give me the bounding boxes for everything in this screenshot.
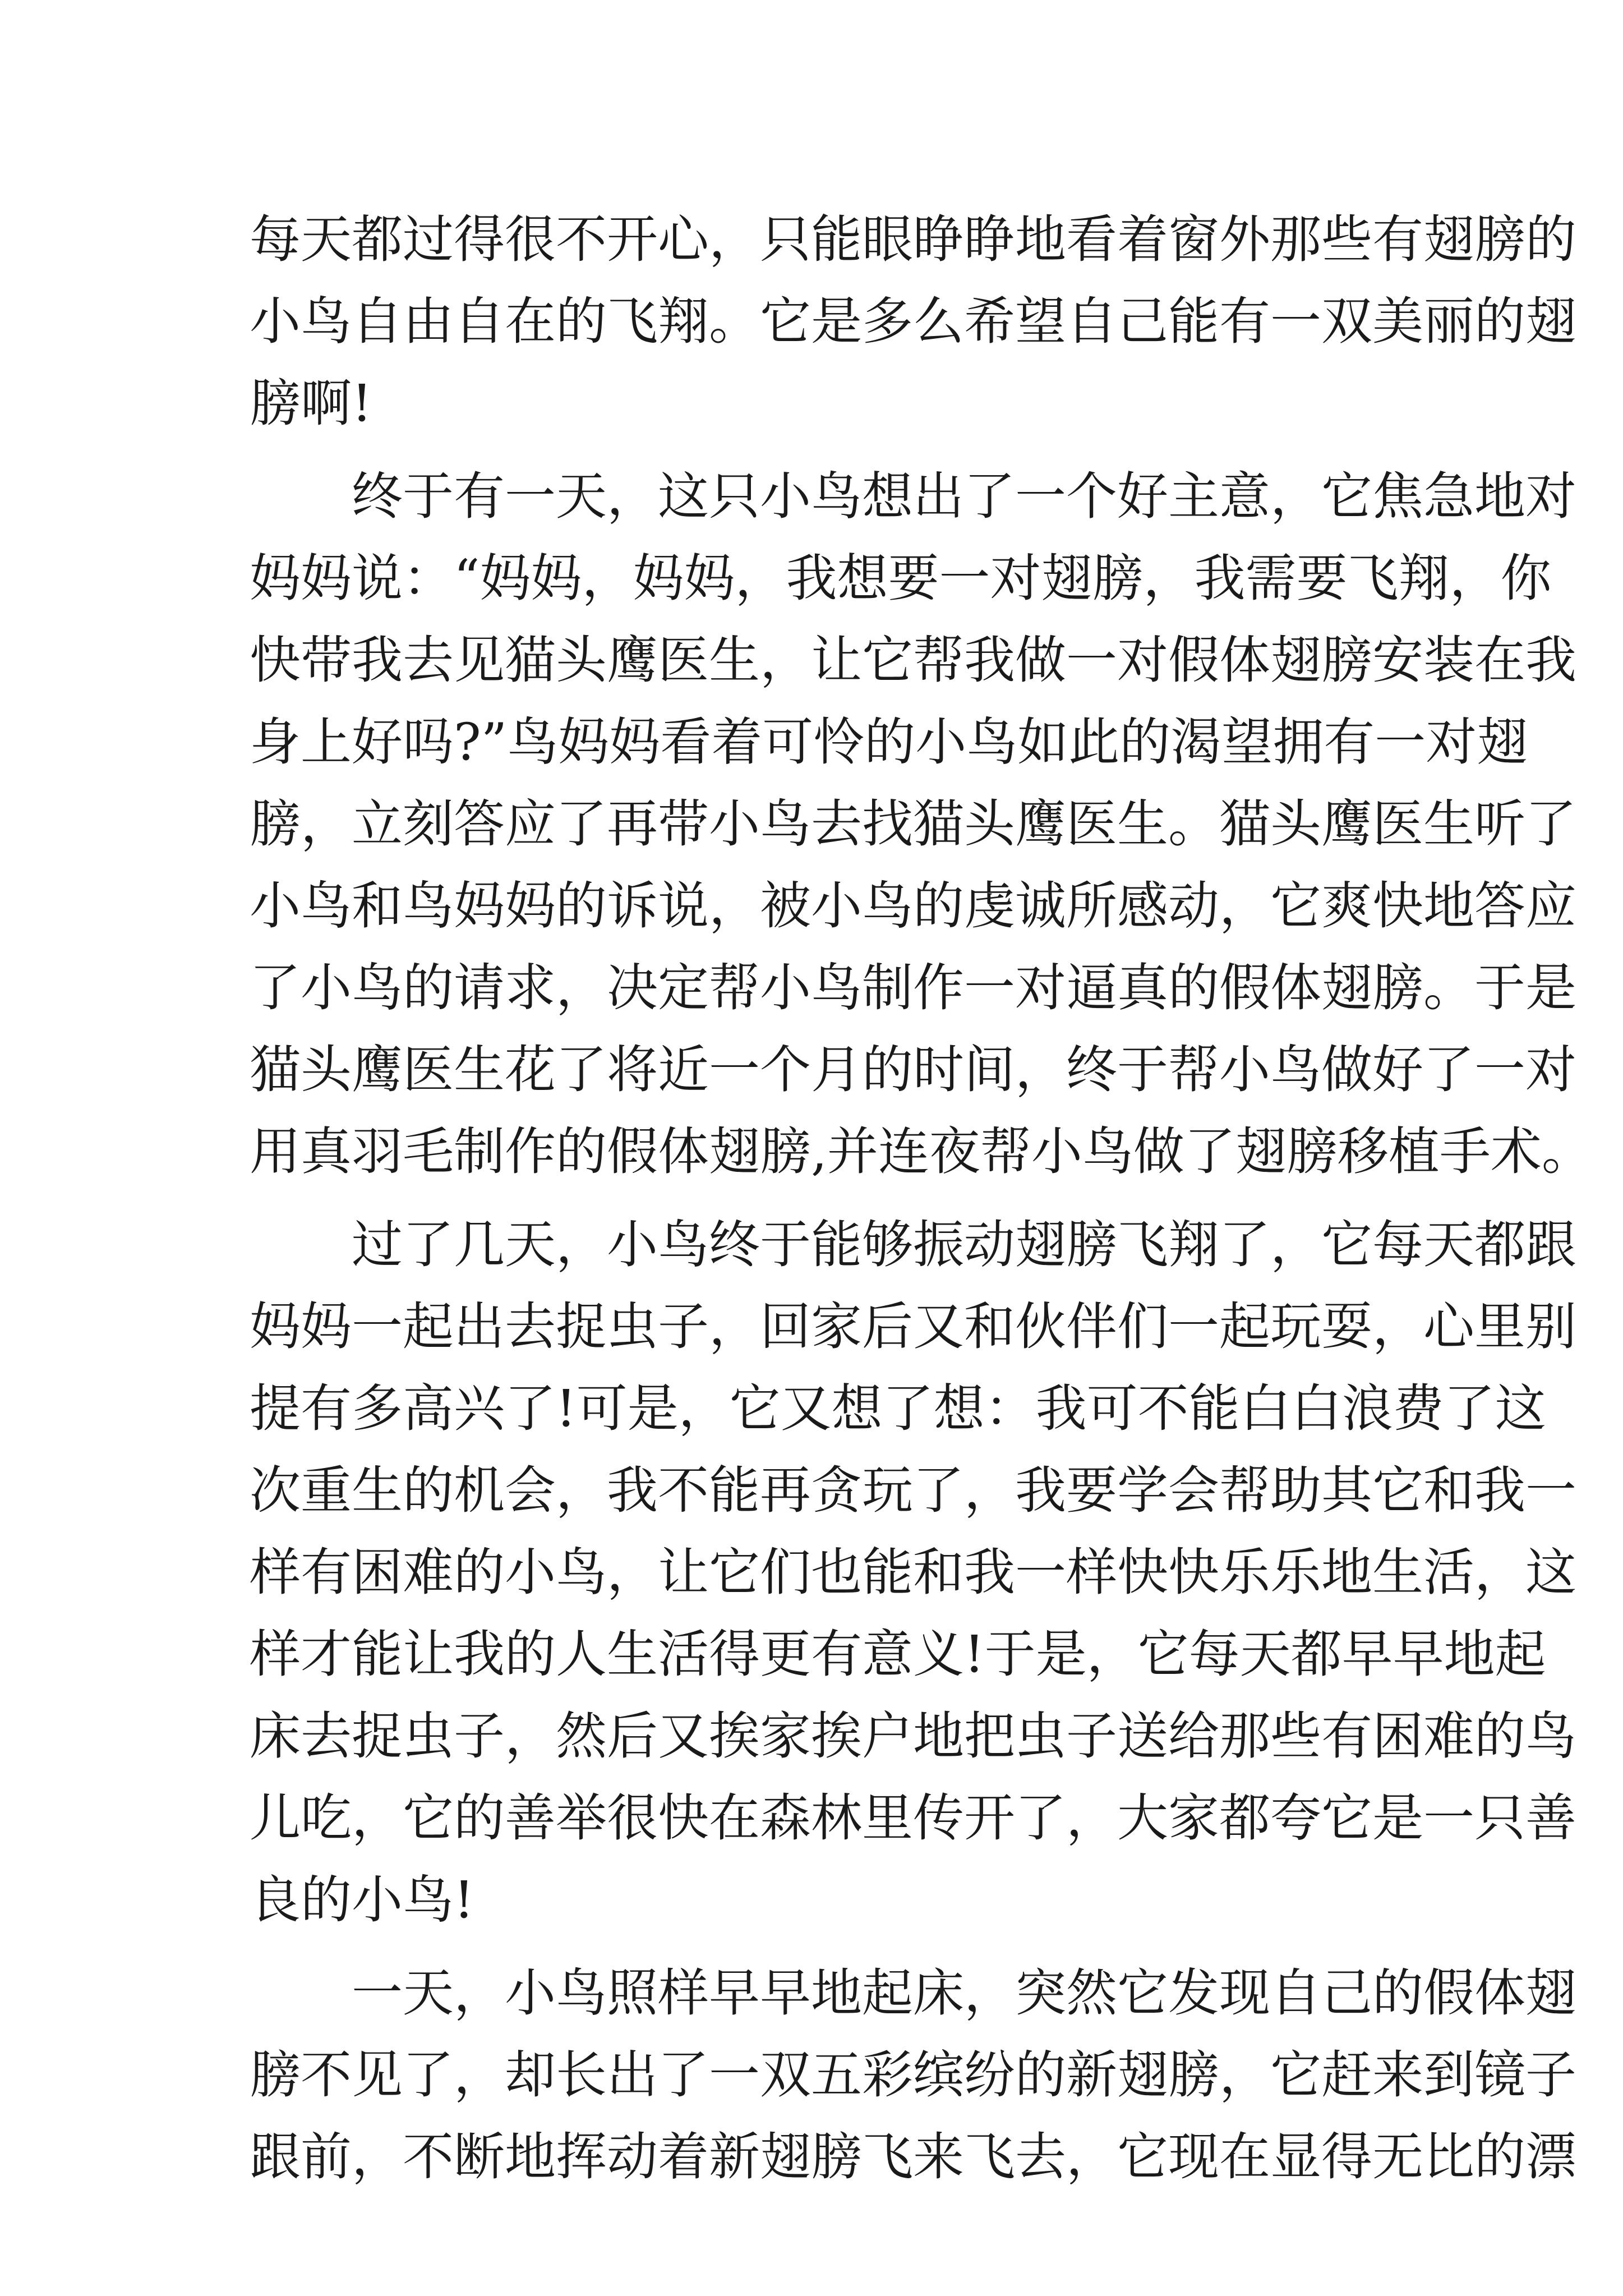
text-line: 猫头鹰医生花了将近一个月的时间，终于帮小鸟做好了一对 bbox=[250, 1041, 1577, 1099]
text-line: 跟前，不断地挥动着新翅膀飞来飞去，它现在显得无比的漂 bbox=[250, 2128, 1577, 2187]
text-line: 样有困难的小鸟，让它们也能和我一样快快乐乐地生活，这 bbox=[250, 1543, 1577, 1602]
text-line: 膀不见了，却长出了一双五彩缤纷的新翅膀，它赶来到镜子 bbox=[250, 2046, 1577, 2105]
text-line: 每天都过得很不开心，只能眼睁睁地看着窗外那些有翅膀的 bbox=[250, 210, 1577, 269]
text-line: 了小鸟的请求，决定帮小鸟制作一对逼真的假体翅膀。于是 bbox=[250, 959, 1577, 1018]
text-line: 妈妈说：“妈妈，妈妈，我想要一对翅膀，我需要飞翔，你 bbox=[250, 549, 1552, 608]
body-text bbox=[250, 199, 1593, 2198]
paragraph-2 bbox=[250, 456, 1593, 1193]
paragraph-4 bbox=[250, 1953, 1577, 2198]
text-line: 身上好吗?”鸟妈妈看着可怜的小鸟如此的渴望拥有一对翅 bbox=[250, 713, 1528, 772]
text-line: 过了几天，小鸟终于能够振动翅膀飞翔了，它每天都跟 bbox=[352, 1216, 1577, 1274]
text-line: 终于有一天，这只小鸟想出了一个好主意，它焦急地对 bbox=[352, 467, 1577, 526]
text-line: 样才能让我的人生活得更有意义!于是，它每天都早早地起 bbox=[250, 1625, 1546, 1684]
paragraph-1 bbox=[250, 199, 1577, 445]
text-line: 提有多高兴了!可是，它又想了想：我可不能白白浪费了这 bbox=[250, 1379, 1546, 1438]
text-line: 床去捉虫子，然后又挨家挨户地把虫子送给那些有困难的鸟 bbox=[250, 1707, 1577, 1766]
text-line: 小鸟和鸟妈妈的诉说，被小鸟的虔诚所感动，它爽快地答应 bbox=[250, 877, 1577, 936]
paragraph-3 bbox=[250, 1204, 1577, 1941]
text-line: 膀，立刻答应了再带小鸟去找猫头鹰医生。猫头鹰医生听了 bbox=[250, 795, 1577, 854]
text-line: 用真羽毛制作的假体翅膀,并连夜帮小鸟做了翅膀移植手术。 bbox=[250, 1122, 1593, 1181]
text-line: 快带我去见猫头鹰医生，让它帮我做一对假体翅膀安装在我 bbox=[250, 631, 1577, 690]
text-line: 一天，小鸟照样早早地起床，突然它发现自己的假体翅 bbox=[352, 1964, 1577, 2023]
text-line: 儿吃，它的善举很快在森林里传开了，大家都夸它是一只善 bbox=[250, 1789, 1577, 1848]
text-line: 次重生的机会，我不能再贪玩了，我要学会帮助其它和我一 bbox=[250, 1461, 1577, 1520]
text-line: 妈妈一起出去捉虫子，回家后又和伙伴们一起玩耍，心里别 bbox=[250, 1297, 1577, 1356]
text-line: 小鸟自由自在的飞翔。它是多么希望自己能有一双美丽的翅 bbox=[250, 292, 1577, 351]
text-line: 膀啊! bbox=[250, 374, 372, 433]
text-line: 良的小鸟! bbox=[250, 1871, 474, 1930]
